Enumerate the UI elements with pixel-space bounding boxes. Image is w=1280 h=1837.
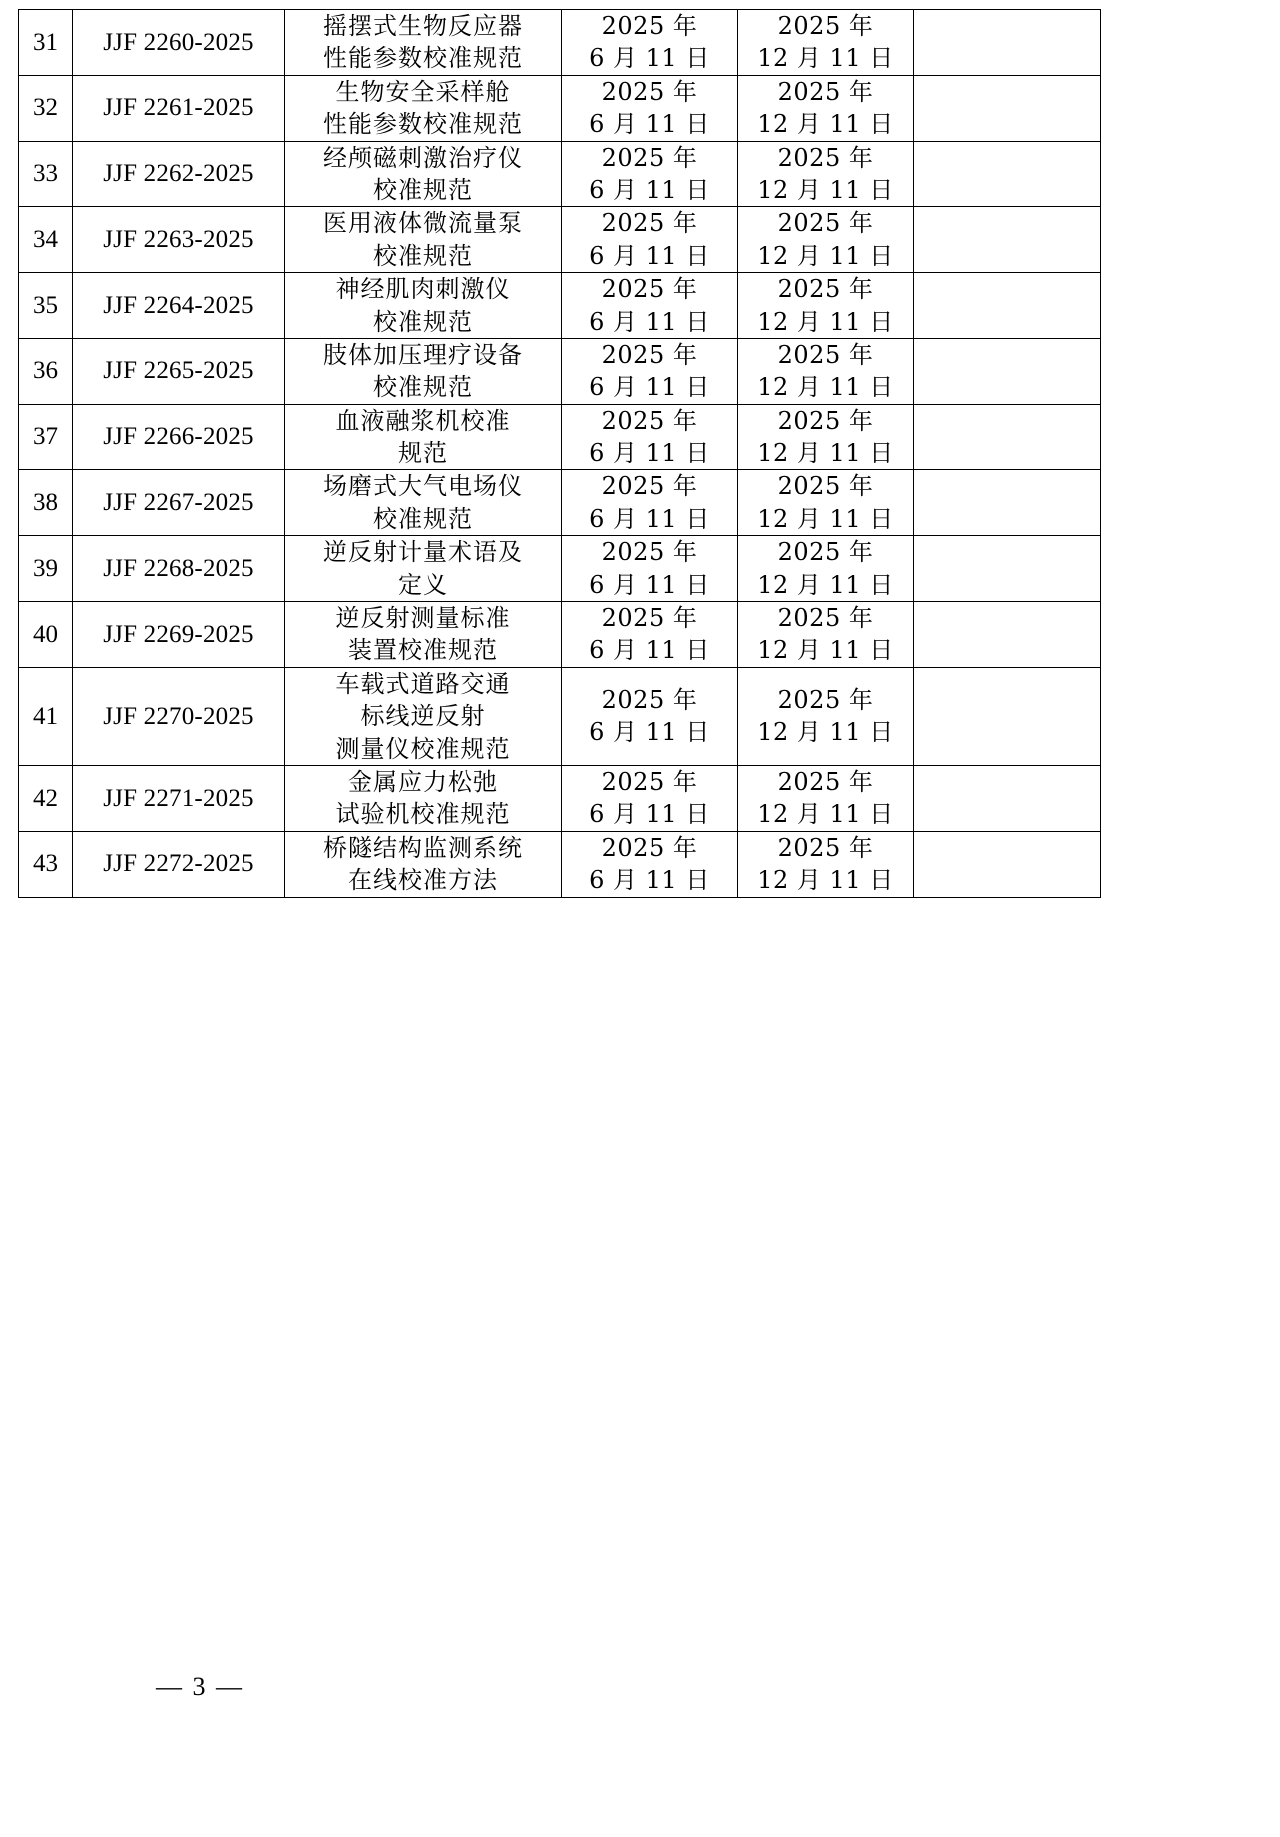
implement-date bbox=[738, 273, 914, 339]
implement-date-line: 2025 年 bbox=[777, 12, 874, 40]
row-index: 39 bbox=[19, 536, 73, 602]
publish-date bbox=[562, 273, 738, 339]
publish-date bbox=[562, 404, 738, 470]
remark bbox=[914, 10, 1101, 76]
standard-name bbox=[285, 207, 562, 273]
standard-name-line: 校准规范 bbox=[373, 175, 473, 204]
standard-code: JJF 2270-2025 bbox=[73, 667, 285, 765]
standard-name-line: 规范 bbox=[398, 439, 448, 468]
implement-date-line: 2025 年 bbox=[777, 538, 874, 567]
standard-name bbox=[285, 273, 562, 339]
implement-date-line: 12 月 11 日 bbox=[757, 439, 894, 468]
row-index: 36 bbox=[19, 338, 73, 404]
table-row bbox=[19, 338, 1101, 404]
remark bbox=[914, 667, 1101, 765]
publish-date bbox=[562, 602, 738, 668]
standard-name bbox=[285, 404, 562, 470]
standard-name bbox=[285, 141, 562, 207]
standard-code: JJF 2266-2025 bbox=[73, 404, 285, 470]
implement-date-line: 2025 年 bbox=[777, 406, 874, 435]
table-row bbox=[19, 207, 1101, 273]
implement-date-line: 12 月 11 日 bbox=[757, 241, 894, 270]
standard-name-line: 生物安全采样舱 bbox=[335, 77, 511, 106]
publish-date-line: 2025 年 bbox=[601, 77, 698, 106]
implement-date-line: 2025 年 bbox=[777, 340, 874, 369]
publish-date-line: 6 月 11 日 bbox=[589, 44, 710, 73]
row-index: 33 bbox=[19, 141, 73, 207]
implement-date-line: 12 月 11 日 bbox=[757, 800, 894, 829]
row-index: 32 bbox=[19, 75, 73, 141]
row-index: 34 bbox=[19, 207, 73, 273]
standard-code: JJF 2263-2025 bbox=[73, 207, 285, 273]
publish-date-line: 2025 年 bbox=[601, 833, 698, 862]
standard-code: JJF 2272-2025 bbox=[73, 831, 285, 897]
remark bbox=[914, 404, 1101, 470]
publish-date-line: 2025 年 bbox=[601, 209, 698, 238]
standard-code: JJF 2269-2025 bbox=[73, 602, 285, 668]
standard-name-line: 逆反射测量标准 bbox=[335, 604, 511, 633]
implement-date bbox=[738, 338, 914, 404]
standard-name bbox=[285, 831, 562, 897]
publish-date-line: 6 月 11 日 bbox=[589, 636, 710, 665]
implement-date-line: 2025 年 bbox=[777, 275, 874, 304]
remark bbox=[914, 141, 1101, 207]
remark bbox=[914, 338, 1101, 404]
row-index: 38 bbox=[19, 470, 73, 536]
implement-date bbox=[738, 404, 914, 470]
standards-table bbox=[18, 9, 1101, 898]
implement-date-line: 12 月 11 日 bbox=[757, 373, 894, 402]
implement-date bbox=[738, 667, 914, 765]
implement-date-line: 12 月 11 日 bbox=[757, 866, 894, 895]
remark bbox=[914, 831, 1101, 897]
publish-date-line: 2025 年 bbox=[601, 275, 698, 304]
row-index: 37 bbox=[19, 404, 73, 470]
publish-date-line: 2025 年 bbox=[601, 472, 698, 501]
standard-name-line: 肢体加压理疗设备 bbox=[323, 340, 523, 369]
implement-date-line: 12 月 11 日 bbox=[757, 175, 894, 204]
standard-code: JJF 2271-2025 bbox=[73, 765, 285, 831]
publish-date-line: 6 月 11 日 bbox=[589, 800, 710, 829]
standard-name bbox=[285, 536, 562, 602]
page-footer bbox=[0, 1672, 1280, 1702]
implement-date-line: 2025 年 bbox=[777, 833, 874, 862]
implement-date bbox=[738, 536, 914, 602]
table-row bbox=[19, 602, 1101, 668]
publish-date-line: 6 月 11 日 bbox=[589, 866, 710, 895]
standard-code: JJF 2261-2025 bbox=[73, 75, 285, 141]
publish-date-line: 2025 年 bbox=[601, 406, 698, 435]
row-index: 43 bbox=[19, 831, 73, 897]
publish-date-line: 2025 年 bbox=[601, 340, 698, 369]
standard-code: JJF 2262-2025 bbox=[73, 141, 285, 207]
standard-name-line: 在线校准方法 bbox=[348, 866, 498, 895]
publish-date-line: 2025 年 bbox=[601, 686, 698, 714]
implement-date bbox=[738, 10, 914, 76]
standard-name-line: 性能参数校准规范 bbox=[323, 44, 523, 73]
publish-date-line: 2025 年 bbox=[601, 12, 698, 40]
publish-date-line: 6 月 11 日 bbox=[589, 241, 710, 270]
publish-date bbox=[562, 10, 738, 76]
standard-name bbox=[285, 602, 562, 668]
publish-date-line: 2025 年 bbox=[601, 604, 698, 633]
publish-date-line: 2025 年 bbox=[601, 767, 698, 796]
standard-name bbox=[285, 10, 562, 76]
implement-date-line: 12 月 11 日 bbox=[757, 110, 894, 139]
publish-date bbox=[562, 831, 738, 897]
standard-name-line: 校准规范 bbox=[373, 504, 473, 533]
publish-date-line: 2025 年 bbox=[601, 143, 698, 172]
table-row bbox=[19, 10, 1101, 76]
standard-name-line: 标线逆反射 bbox=[360, 702, 486, 731]
implement-date bbox=[738, 602, 914, 668]
standard-code: JJF 2260-2025 bbox=[73, 10, 285, 76]
standard-code: JJF 2268-2025 bbox=[73, 536, 285, 602]
publish-date bbox=[562, 338, 738, 404]
standard-name-line: 车载式道路交通 bbox=[335, 669, 511, 698]
standard-name-line: 校准规范 bbox=[373, 241, 473, 270]
implement-date bbox=[738, 765, 914, 831]
table-row bbox=[19, 536, 1101, 602]
row-index: 35 bbox=[19, 273, 73, 339]
implement-date-line: 2025 年 bbox=[777, 604, 874, 633]
remark bbox=[914, 536, 1101, 602]
publish-date-line: 2025 年 bbox=[601, 538, 698, 567]
implement-date-line: 12 月 11 日 bbox=[757, 307, 894, 336]
implement-date-line: 12 月 11 日 bbox=[757, 44, 894, 73]
table-row bbox=[19, 75, 1101, 141]
table-row bbox=[19, 273, 1101, 339]
standard-name-line: 测量仪校准规范 bbox=[335, 734, 511, 763]
implement-date-line: 2025 年 bbox=[777, 77, 874, 106]
table-row bbox=[19, 831, 1101, 897]
row-index: 41 bbox=[19, 667, 73, 765]
remark bbox=[914, 207, 1101, 273]
standard-name-line: 校准规范 bbox=[373, 373, 473, 402]
publish-date bbox=[562, 75, 738, 141]
standard-name bbox=[285, 765, 562, 831]
table-row bbox=[19, 667, 1101, 765]
standard-name-line: 金属应力松弛 bbox=[348, 767, 498, 796]
standard-name-line: 神经肌肉刺激仪 bbox=[335, 275, 511, 304]
standard-code: JJF 2265-2025 bbox=[73, 338, 285, 404]
implement-date bbox=[738, 831, 914, 897]
standard-code: JJF 2264-2025 bbox=[73, 273, 285, 339]
publish-date bbox=[562, 765, 738, 831]
standard-code: JJF 2267-2025 bbox=[73, 470, 285, 536]
implement-date-line: 12 月 11 日 bbox=[757, 636, 894, 665]
table-row bbox=[19, 470, 1101, 536]
standard-name-line: 装置校准规范 bbox=[348, 636, 498, 665]
publish-date-line: 6 月 11 日 bbox=[589, 504, 710, 533]
publish-date-line: 6 月 11 日 bbox=[589, 373, 710, 402]
implement-date-line: 2025 年 bbox=[777, 767, 874, 796]
implement-date-line: 2025 年 bbox=[777, 209, 874, 238]
publish-date-line: 6 月 11 日 bbox=[589, 570, 710, 599]
remark bbox=[914, 75, 1101, 141]
standard-name-line: 摇摆式生物反应器 bbox=[323, 12, 523, 40]
standard-name bbox=[285, 667, 562, 765]
table-row bbox=[19, 141, 1101, 207]
publish-date bbox=[562, 207, 738, 273]
publish-date-line: 6 月 11 日 bbox=[589, 439, 710, 468]
standard-name-line: 校准规范 bbox=[373, 307, 473, 336]
publish-date bbox=[562, 470, 738, 536]
row-index: 31 bbox=[19, 10, 73, 76]
publish-date bbox=[562, 667, 738, 765]
remark bbox=[914, 765, 1101, 831]
remark bbox=[914, 273, 1101, 339]
publish-date-line: 6 月 11 日 bbox=[589, 175, 710, 204]
standard-name-line: 经颅磁刺激治疗仪 bbox=[323, 143, 523, 172]
standard-name-line: 试验机校准规范 bbox=[335, 800, 511, 829]
standard-name-line: 定义 bbox=[398, 570, 448, 599]
row-index: 40 bbox=[19, 602, 73, 668]
row-index: 42 bbox=[19, 765, 73, 831]
standard-name bbox=[285, 338, 562, 404]
standard-name-line: 场磨式大气电场仪 bbox=[323, 472, 523, 501]
standard-name-line: 血液融浆机校准 bbox=[335, 406, 511, 435]
publish-date-line: 6 月 11 日 bbox=[589, 718, 710, 747]
implement-date-line: 2025 年 bbox=[777, 472, 874, 501]
implement-date-line: 12 月 11 日 bbox=[757, 504, 894, 533]
implement-date-line: 12 月 11 日 bbox=[757, 718, 894, 747]
implement-date-line: 2025 年 bbox=[777, 143, 874, 172]
standard-name-line: 桥隧结构监测系统 bbox=[323, 833, 523, 862]
standard-name-line: 医用液体微流量泵 bbox=[323, 209, 523, 238]
implement-date-line: 2025 年 bbox=[777, 686, 874, 714]
standard-name bbox=[285, 470, 562, 536]
implement-date bbox=[738, 470, 914, 536]
table-row bbox=[19, 765, 1101, 831]
remark bbox=[914, 602, 1101, 668]
publish-date bbox=[562, 141, 738, 207]
standard-name bbox=[285, 75, 562, 141]
publish-date-line: 6 月 11 日 bbox=[589, 110, 710, 139]
standard-name-line: 逆反射计量术语及 bbox=[323, 538, 523, 567]
publish-date-line: 6 月 11 日 bbox=[589, 307, 710, 336]
implement-date-line: 12 月 11 日 bbox=[757, 570, 894, 599]
publish-date bbox=[562, 536, 738, 602]
implement-date bbox=[738, 75, 914, 141]
implement-date bbox=[738, 141, 914, 207]
table-row bbox=[19, 404, 1101, 470]
implement-date bbox=[738, 207, 914, 273]
remark bbox=[914, 470, 1101, 536]
standard-name-line: 性能参数校准规范 bbox=[323, 110, 523, 139]
page-number: — 3 — bbox=[156, 1672, 244, 1701]
